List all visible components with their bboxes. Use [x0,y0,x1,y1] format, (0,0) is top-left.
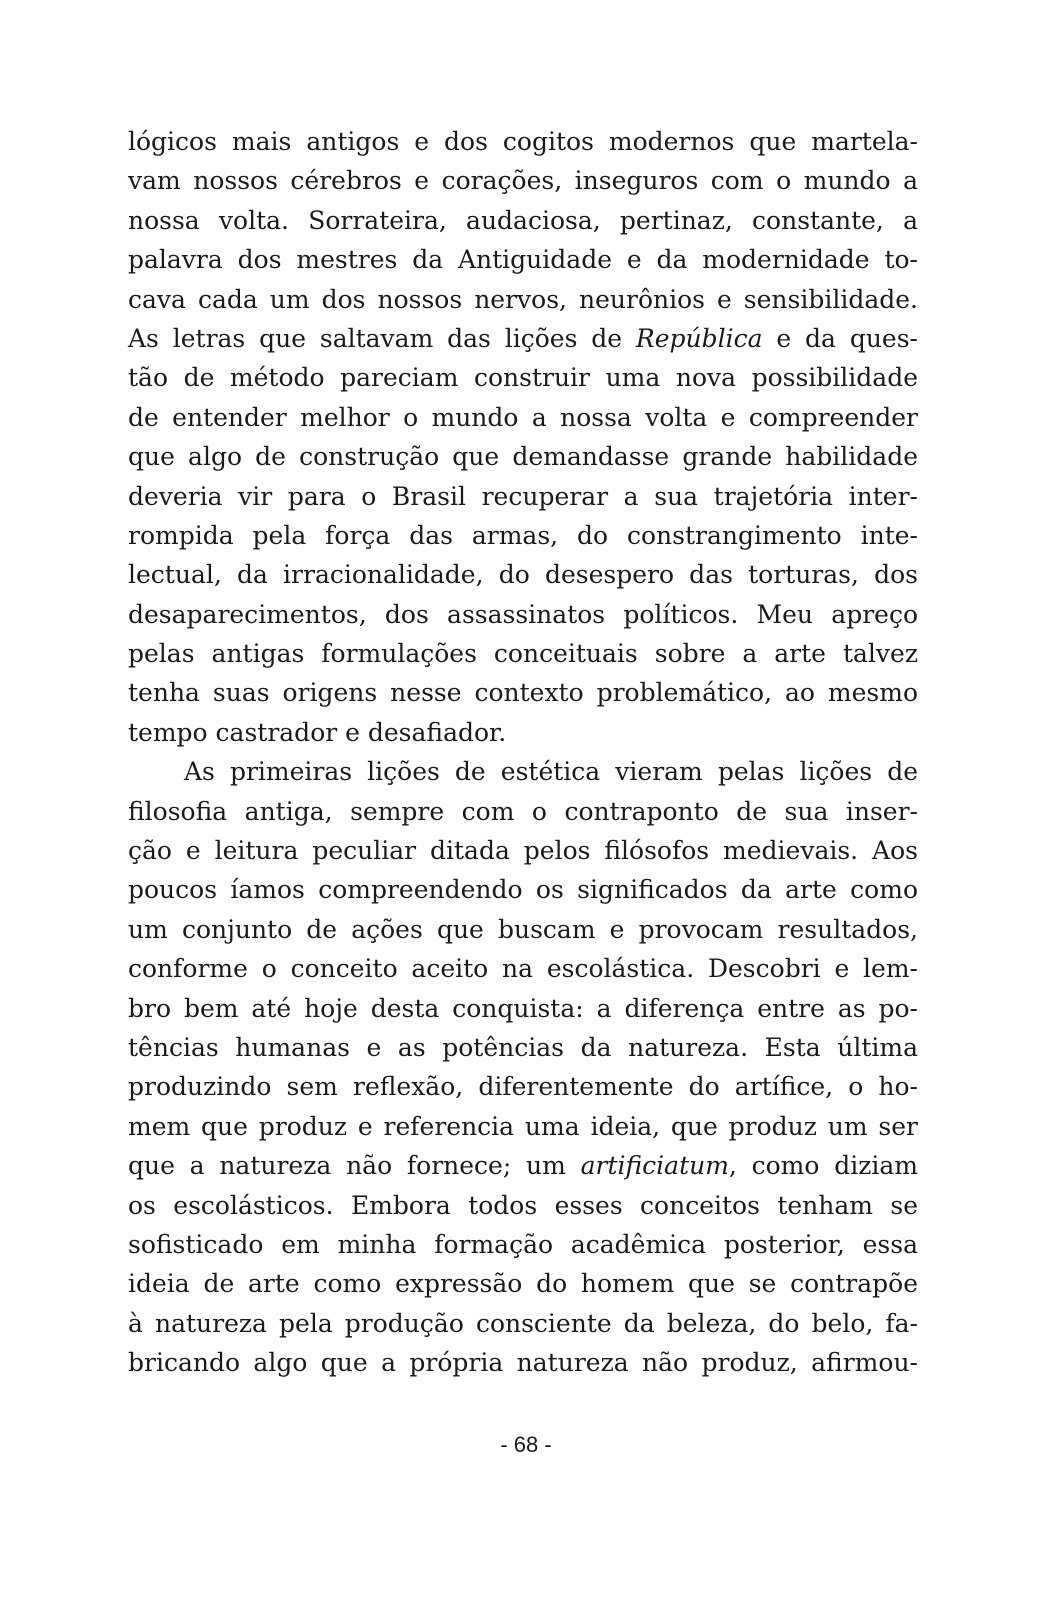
text-line: cava cada um dos nossos nervos, neurônios e sensibilidade. [128,284,918,314]
text-line: os escolásticos. Embora todos esses conceitos tenham se [128,1190,918,1220]
text-segment: , como diziam [728,1151,918,1181]
text-line: de entender melhor o mundo a nossa volta e compreender [128,402,918,432]
text-segment: e da ques- [762,323,918,353]
text-line: deveria vir para o Brasil recuperar a sua trajetória inter- [128,481,918,511]
page-number: - 68 - [500,1432,552,1457]
text-line: filosofia antiga, sempre com o contraponto de sua inser- [128,796,918,826]
text-line: rompida pela força das armas, do constrangimento inte- [128,520,918,550]
text-segment: As letras que saltavam das lições de [128,323,636,353]
text-line: sofisticado em minha formação acadêmica posterior, essa [128,1229,918,1259]
text-line: bricando algo que a própria natureza não produz, afirmou- [128,1348,918,1378]
text-line: lectual, da irracionalidade, do desespero das torturas, dos [128,560,918,590]
text-line: tências humanas e as potências da natureza. Esta última [128,1032,918,1062]
text-segment: que a natureza não fornece; um [128,1151,581,1181]
text-line: mem que produz e referencia uma ideia, que produz um ser [128,1111,918,1141]
text-line: As primeiras lições de estética vieram pelas lições de [184,757,918,787]
paragraph-1 [128,122,918,752]
italic-title: República [635,323,763,353]
text-line: vam nossos cérebros e corações, inseguros com o mundo a [128,166,918,196]
text-line-with-italic [128,319,918,358]
text-line: pelas antigas formulações conceituais sobre a arte talvez [128,639,918,669]
text-line: nossa volta. Sorrateira, audaciosa, pertinaz, constante, a [128,205,918,235]
text-line: ideia de arte como expressão do homem que se contrapõe [128,1269,918,1299]
body-text [128,122,918,1383]
text-line: desaparecimentos, dos assassinatos políticos. Meu apreço [128,599,918,629]
text-line: à natureza pela produção consciente da beleza, do belo, fa- [128,1308,918,1338]
text-line-with-italic [128,1146,918,1185]
text-line: bro bem até hoje desta conquista: a diferença entre as po- [128,993,918,1023]
paragraph-2 [128,752,918,1382]
text-line: conforme o conceito aceito na escolástica. Descobri e lem- [128,954,918,984]
text-line: um conjunto de ações que buscam e provocam resultados, [128,914,918,944]
text-line: produzindo sem reflexão, diferentemente do artífice, o ho- [128,1072,918,1102]
italic-term: artificiatum [580,1151,729,1181]
text-line: tenha suas origens nesse contexto problemático, ao mesmo [128,678,918,708]
text-line: ção e leitura peculiar ditada pelos filósofos medievais. Aos [128,836,918,866]
text-line: poucos íamos compreendendo os significados da arte como [128,875,918,905]
text-line: tão de método pareciam construir uma nova possibilidade [128,363,918,393]
text-line: lógicos mais antigos e dos cogitos modernos que martela- [128,127,918,156]
text-line: que algo de construção que demandasse grande habilidade [128,442,918,472]
text-line: tempo castrador e desafiador. [128,717,507,747]
text-line: palavra dos mestres da Antiguidade e da modernidade to- [128,245,918,275]
